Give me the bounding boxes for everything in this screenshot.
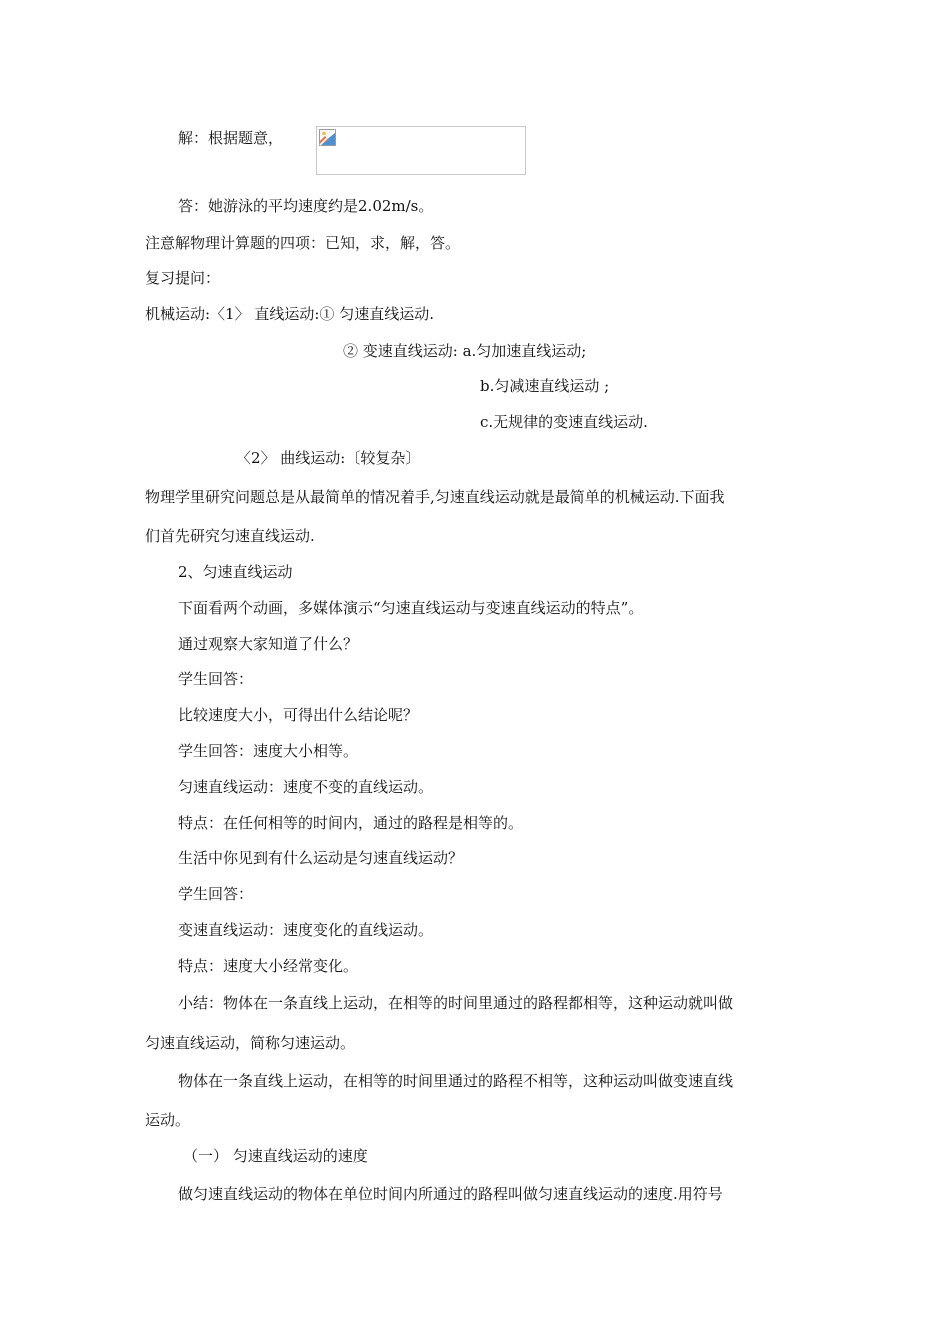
observation-question: 通过观察大家知道了什么？ bbox=[178, 635, 359, 653]
section-heading: 2、匀速直线运动 bbox=[178, 563, 293, 581]
irregular-motion-line: c.无规律的变速直线运动. bbox=[480, 413, 648, 431]
subsection-heading: （一） 匀速直线运动的速度 bbox=[183, 1147, 368, 1165]
intro-paragraph-line-2: 们首先研究匀速直线运动. bbox=[145, 527, 315, 545]
answer-line: 答：她游泳的平均速度约是2.02m/s。 bbox=[178, 197, 434, 215]
curvilinear-motion-line: 〈2〉 曲线运动:〔较复杂〕 bbox=[236, 449, 421, 467]
variable-paragraph-line-2: 运动。 bbox=[145, 1111, 191, 1129]
intro-paragraph-line-1: 物理学里研究问题总是从最简单的情况着手,匀速直线运动就是最简单的机械运动.下面我 bbox=[145, 488, 725, 506]
review-heading: 复习提问： bbox=[145, 269, 221, 287]
compare-question: 比较速度大小，可得出什么结论呢？ bbox=[178, 706, 419, 724]
uniform-feature: 特点：在任何相等的时间内，通过的路程是相等的。 bbox=[178, 814, 524, 832]
animation-line: 下面看两个动画，多媒体演示“匀速直线运动与变速直线运动的特点”。 bbox=[178, 599, 644, 617]
uniform-definition: 匀速直线运动：速度不变的直线运动。 bbox=[178, 778, 434, 796]
variable-paragraph-line-1: 物体在一条直线上运动，在相等的时间里通过的路程不相等，这种运动叫做变速直线 bbox=[178, 1072, 734, 1090]
formula-image-placeholder bbox=[316, 126, 526, 175]
variable-motion-line: ② 变速直线运动: a.匀加速直线运动; bbox=[343, 342, 587, 360]
student-answer-1: 学生回答： bbox=[178, 670, 254, 688]
mechanical-motion-line: 机械运动:〈1〉 直线运动:① 匀速直线运动. bbox=[145, 305, 434, 323]
variable-definition: 变速直线运动：速度变化的直线运动。 bbox=[178, 921, 434, 939]
summary-line-1: 小结：物体在一条直线上运动，在相等的时间里通过的路程都相等，这种运动就叫做 bbox=[178, 994, 734, 1012]
note-line: 注意解物理计算题的四项：已知，求，解，答。 bbox=[145, 234, 461, 252]
student-answer-2: 学生回答：速度大小相等。 bbox=[178, 742, 359, 760]
life-question: 生活中你见到有什么运动是匀速直线运动？ bbox=[178, 849, 464, 867]
student-answer-3: 学生回答： bbox=[178, 885, 254, 903]
decelerated-motion-line: b.匀减速直线运动 ; bbox=[480, 377, 610, 395]
variable-feature: 特点：速度大小经常变化。 bbox=[178, 957, 359, 975]
speed-definition-line: 做匀速直线运动的物体在单位时间内所通过的路程叫做匀速直线运动的速度.用符号 bbox=[178, 1185, 723, 1203]
summary-line-2: 匀速直线运动，简称匀速运动。 bbox=[145, 1034, 356, 1052]
broken-image-icon bbox=[319, 129, 336, 146]
solution-intro: 解：根据题意， bbox=[178, 129, 284, 147]
